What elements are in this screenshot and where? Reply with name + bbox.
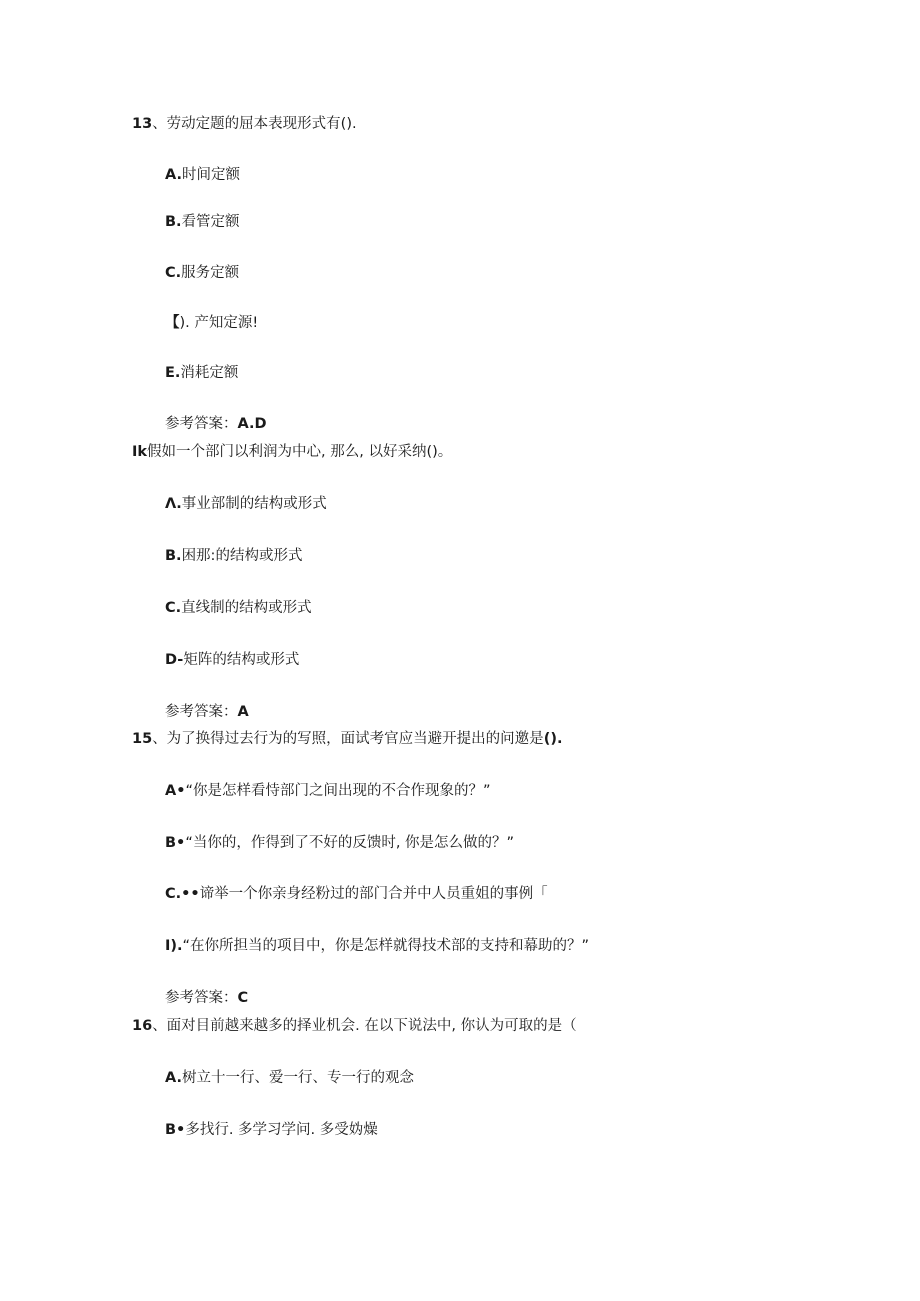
question-number: 15 xyxy=(132,731,153,747)
answer-label: 参考答案： xyxy=(165,416,238,432)
option-label: Λ. xyxy=(165,496,182,512)
answer-label: 参考答案： xyxy=(165,990,238,1006)
option-d xyxy=(165,650,299,670)
question-text: 、面对目前越来越多的择业机会. 在以下说法中, 你认为可取的是（ xyxy=(152,1018,577,1034)
question-stem-end: (). xyxy=(543,731,563,747)
option-label: C. xyxy=(165,600,182,616)
option-text: 直线制的结构或形式 xyxy=(181,600,312,616)
question-number: 13 xyxy=(132,116,153,132)
option-b xyxy=(165,546,302,566)
question-13-stem xyxy=(132,114,357,134)
option-b xyxy=(165,212,240,232)
option-d xyxy=(165,936,589,956)
question-number: Ik xyxy=(132,444,148,460)
question-text: 、劳动定题的屈本表现形式有(). xyxy=(152,116,357,132)
option-b xyxy=(165,1120,378,1140)
option-a xyxy=(165,781,491,801)
option-text: “在你所担当的项目中，你是怎样就得技术部的支持和幕助的？” xyxy=(182,938,590,954)
option-label: B. xyxy=(165,548,182,564)
answer-value: A xyxy=(237,704,249,720)
answer-line xyxy=(165,988,248,1008)
option-label: A. xyxy=(165,1070,182,1086)
answer-label: 参考答案： xyxy=(165,704,238,720)
option-text: “你是怎样看恃部门之间出现的不合作现象的？” xyxy=(185,783,491,799)
option-label: C.•• xyxy=(165,886,200,902)
option-label: I). xyxy=(165,938,183,954)
option-label: B• xyxy=(165,835,186,851)
option-a xyxy=(165,1068,414,1088)
answer-line xyxy=(165,702,249,722)
question-text: 假如一个部门以利润为中心, 那么, 以好采纳()。 xyxy=(147,444,453,460)
option-label: A. xyxy=(165,167,182,183)
option-label: E. xyxy=(165,365,181,381)
option-label: A• xyxy=(165,783,186,799)
option-c xyxy=(165,263,239,283)
option-a xyxy=(165,165,240,185)
option-text: “当你的，作得到了不好的反馈时, 你是怎么做的？” xyxy=(185,835,515,851)
option-text: 事业部制的结构或形式 xyxy=(181,496,327,512)
option-label: 【 xyxy=(165,315,180,331)
option-text: ). 产知定源! xyxy=(179,315,259,331)
answer-value: C xyxy=(237,990,249,1006)
option-a xyxy=(165,494,327,514)
option-text: 困那:的结构或形式 xyxy=(181,548,303,564)
option-text: 时间定额 xyxy=(182,167,240,183)
question-text: 、为了换得过去行为的写照，面试考官应当避开提出的问邀是 xyxy=(152,731,544,747)
option-c xyxy=(165,884,548,904)
option-label: B. xyxy=(165,214,182,230)
option-d xyxy=(165,313,258,333)
option-c xyxy=(165,598,312,618)
question-14-stem xyxy=(132,442,452,462)
option-text: 看管定额 xyxy=(181,214,240,230)
question-number: 16 xyxy=(132,1018,153,1034)
option-text: 树立十一行、爱一行、专一行的观念 xyxy=(182,1070,414,1086)
option-text: 矩阵的结构或形式 xyxy=(183,652,300,668)
question-15-stem xyxy=(132,729,562,749)
answer-value: A.D xyxy=(237,416,267,432)
option-text: 谛举一个你亲身经粉过的部门合并中人员重姐的事例「 xyxy=(199,886,548,902)
question-16-stem xyxy=(132,1016,577,1036)
option-label: D- xyxy=(165,652,184,668)
option-text: 服务定额 xyxy=(181,265,240,281)
option-label: C. xyxy=(165,265,182,281)
option-text: 多找行. 多学习学问. 多受妫燥 xyxy=(185,1122,378,1138)
option-e xyxy=(165,363,238,383)
option-b xyxy=(165,833,514,853)
answer-line xyxy=(165,414,267,434)
option-text: 消耗定额 xyxy=(180,365,239,381)
option-label: B• xyxy=(165,1122,186,1138)
